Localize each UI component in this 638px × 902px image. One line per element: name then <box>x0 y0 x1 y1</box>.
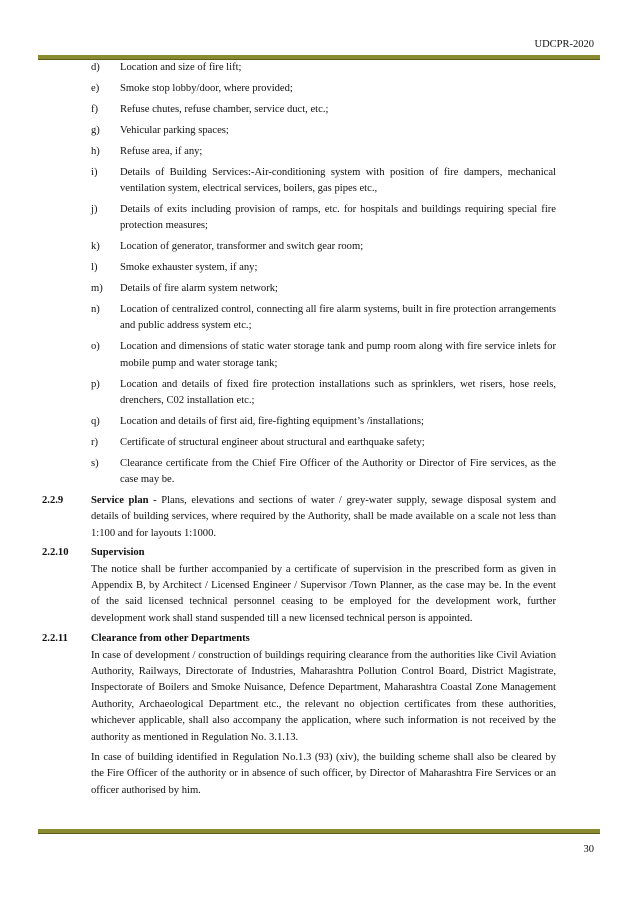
section-number: 2.2.11 <box>42 633 68 645</box>
list-item-marker: k) <box>91 241 100 253</box>
list-item-text: Details of fire alarm system network; <box>120 282 278 294</box>
list-item-text: Vehicular parking spaces; <box>120 124 229 136</box>
list-item-text: Location and details of first aid, fire-fighting equipment’s /installations; <box>120 415 424 427</box>
list-item <box>91 165 556 198</box>
list-item <box>91 339 556 372</box>
list-item-marker: r) <box>91 436 99 448</box>
list-item <box>91 260 556 276</box>
requirements-list <box>42 60 556 488</box>
list-item-text: Clearance certificate from the Chief Fire Officer of the Authority or Director of Fire services, as the case may be. <box>120 457 556 486</box>
page-content <box>42 60 556 803</box>
list-item-marker: h) <box>91 145 100 157</box>
section-2-2-10 <box>42 545 556 561</box>
list-item <box>91 377 556 410</box>
section-number: 2.2.9 <box>42 494 64 506</box>
list-item <box>91 123 556 139</box>
list-item-marker: q) <box>91 415 100 427</box>
section-2-2-9 <box>42 493 556 542</box>
list-item-marker: g) <box>91 124 100 136</box>
section-text: Plans, elevations and sections of water / grey-water supply, sewage disposal system and details of building services, where required by the Authority, shall be made available on a scale not less than 1:100 and for layouts 1:1000. <box>91 494 556 539</box>
list-item <box>91 102 556 118</box>
list-item-marker: n) <box>91 303 100 315</box>
list-item-text: Location and dimensions of static water storage tank and pump room along with fire service inlets for mobile pump and water storage tank; <box>120 341 556 369</box>
list-item-marker: p) <box>91 378 100 390</box>
footer-rule <box>38 829 600 834</box>
list-item-text: Location of centralized control, connecting all fire alarm systems, built in fire protection arrangements and public address system etc.; <box>120 303 556 332</box>
list-item <box>91 302 556 335</box>
page-number: 30 <box>583 844 594 855</box>
section-body <box>91 493 556 542</box>
list-item-marker: o) <box>91 341 100 353</box>
list-item-text: Smoke exhauster system, if any; <box>120 262 258 274</box>
list-item-marker: m) <box>91 282 103 294</box>
section-title: Supervision <box>91 547 145 559</box>
list-item-marker: s) <box>91 457 99 469</box>
section-title-separator: - <box>148 494 162 506</box>
list-item-text: Details of exits including provision of ramps, etc. for hospitals and buildings requiring special fire protection measures; <box>120 203 556 232</box>
list-item-text: Refuse chutes, refuse chamber, service duct, etc.; <box>120 103 329 115</box>
list-item-marker: l) <box>91 262 98 274</box>
list-item-text: Smoke stop lobby/door, where provided; <box>120 82 293 94</box>
list-item-text: Location of generator, transformer and switch gear room; <box>120 241 364 253</box>
section-title: Clearance from other Departments <box>91 633 250 645</box>
list-item-text: Refuse area, if any; <box>120 145 203 157</box>
list-item-marker: i) <box>91 166 98 178</box>
list-item <box>91 239 556 255</box>
section-paragraph-2: In case of building identified in Regulation No.1.3 (93) (xiv), the building scheme shall also be cleared by the Fire Officer of the authority or in absence of such officer, by Director of Maharashtra Fire Services or an officer authorised by him. <box>91 752 556 796</box>
list-item-text: Location and size of fire lift; <box>120 62 242 73</box>
section-title: Service plan <box>91 494 149 506</box>
list-item <box>91 281 556 297</box>
header-doc-code: UDCPR-2020 <box>534 39 594 50</box>
section-number: 2.2.10 <box>42 547 69 559</box>
list-item-marker: d) <box>91 62 100 73</box>
list-item <box>91 202 556 235</box>
section-2-2-11 <box>42 631 556 647</box>
section-text: The notice shall be further accompanied by a certificate of supervision in the prescribed form as given in Appendix B, by Architect / Licensed Engineer / Supervisor /Town Planner, as the case may be. In the event of the said licensed technical personnel ceasing to be employed for the development work, further development work shall stand suspended till a new licensed technical person is appointed. <box>91 563 556 624</box>
list-item-text: Certificate of structural engineer about structural and earthquake safety; <box>120 436 425 448</box>
list-item <box>91 60 556 76</box>
list-item <box>91 456 556 489</box>
list-item-marker: e) <box>91 82 100 94</box>
list-item <box>91 435 556 451</box>
list-item-marker: j) <box>91 203 98 215</box>
list-item-marker: f) <box>91 103 99 115</box>
list-item <box>91 144 556 160</box>
list-item-text: Location and details of fixed fire protection installations such as sprinklers, wet risers, hose reels, drenchers, C02 installation etc.; <box>120 378 556 406</box>
list-item <box>91 414 556 430</box>
section-paragraph-1: In case of development / construction of buildings requiring clearance from the authorities like Civil Aviation Authority, Railways, Directorate of Industries, Maharashtra Pollution Control Board, District Magistrate, Inspectorate of Boilers and Smoke Nuisance, Defence Department, Maharashtra Coastal Zone Management Authority, Archaeological Department etc., the relevant no objection certificates from these authorities, whichever applicable, shall also accompany the application, where such information is not received by the authority as mentioned in Regulation No. 3.1.13. <box>91 649 556 743</box>
list-item <box>91 81 556 97</box>
list-item-text: Details of Building Services:-Air-conditioning system with position of fire dampers, mechanical ventilation system, electrical services, boilers, gas pipes etc., <box>120 166 556 194</box>
